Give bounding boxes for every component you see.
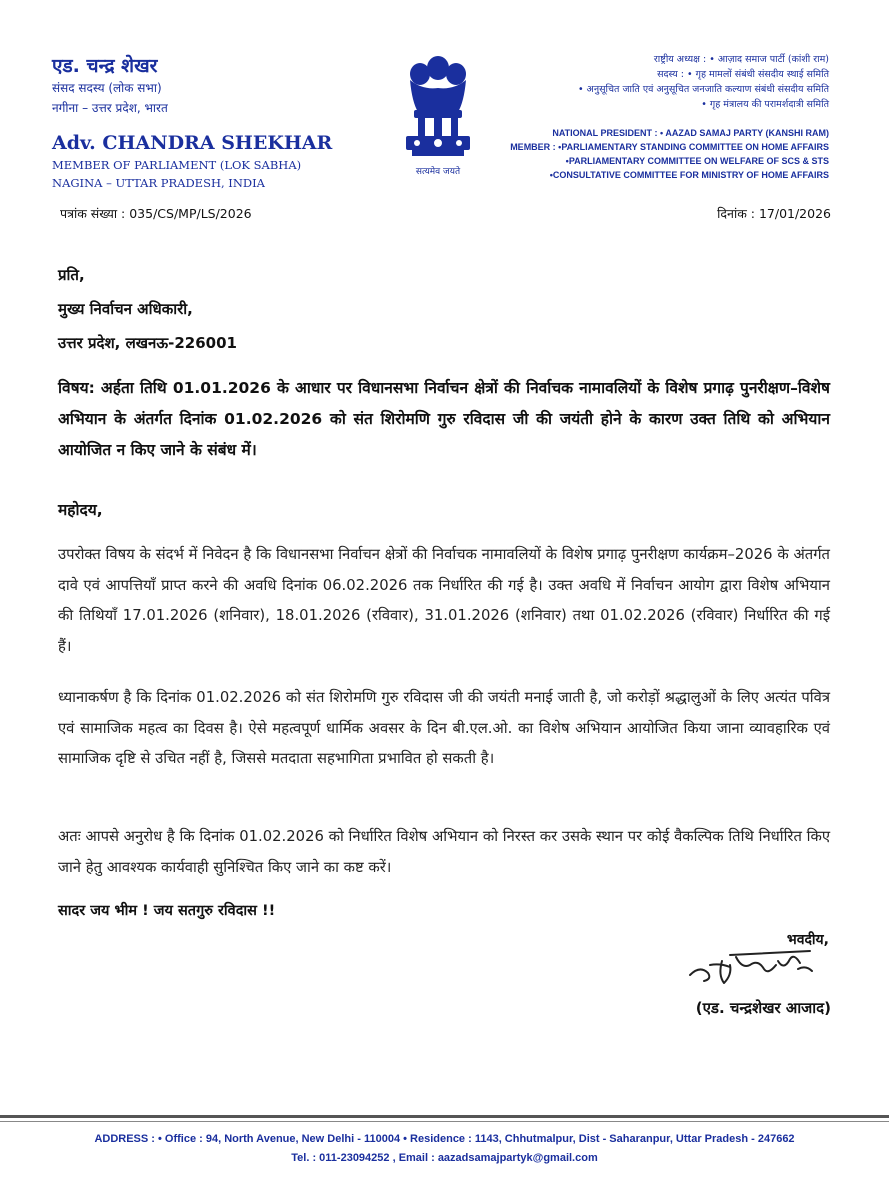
letterhead-english-place: NAGINA – UTTAR PRADESH, INDIA bbox=[52, 176, 265, 190]
yours-faithfully: भवदीय, bbox=[786, 932, 829, 948]
reference-number: पत्रांक संख्या : 035/CS/MP/LS/2026 bbox=[60, 206, 252, 221]
footer-address: ADDRESS : • Office : 94, North Avenue, New Delhi - 110004 • Residence : 1143, Chhutmalpur, Dist - Saharanpur, Uttar Pradesh - 247662 bbox=[94, 1133, 795, 1145]
national-emblem-icon bbox=[392, 50, 484, 175]
body-paragraph: अतः आपसे अनुरोध है कि दिनांक 01.02.2026 को निर्धारित विशेष अभियान को निरस्त कर उसके स्थान पर कोई वैकल्पिक तिथि निर्धारित किए जाने हेतु आवश्यक कार्यवाही सुनिश्चित किए जाने का कष्ट करें। bbox=[58, 828, 830, 876]
footer-divider bbox=[0, 1121, 889, 1122]
letter-subject: विषय: अर्हता तिथि 01.01.2026 के आधार पर विधानसभा निर्वाचन क्षेत्रों की निर्वाचक नामावलियों के विशेष प्रगाढ़ पुनरीक्षण–विशेष अभियान के अंतर्गत दिनांक 01.02.2026 को संत शिरोमणि गुरु रविदास जी की जयंती होने के कारण उक्त तिथि को अभियान आयोजित न किए जाने के संबंध में। bbox=[58, 379, 830, 459]
position-hindi-line: • अनुसूचित जाति एवं अनुसूचित जनजाति कल्याण संबंधी संसदीय समिति bbox=[577, 84, 829, 95]
position-english-line: •CONSULTATIVE COMMITTEE FOR MINISTRY OF HOME AFFAIRS bbox=[549, 170, 829, 180]
position-hindi-line: • गृह मंत्रालय की परामर्शदात्री समिति bbox=[701, 99, 829, 110]
letterhead-english-title: MEMBER OF PARLIAMENT (LOK SABHA) bbox=[52, 158, 302, 172]
body-paragraph: उपरोक्त विषय के संदर्भ में निवेदन है कि विधानसभा निर्वाचन क्षेत्रों की निर्वाचक नामावलियों के विशेष प्रगाढ़ पुनरीक्षण कार्यक्रम–2026 के अंतर्गत दावे एवं आपत्तियाँ प्राप्त करने की अवधि दिनांक 06.02.2026 तक निर्धारित की गई है। उक्त अवधि में निर्वाचन आयोग द्वारा विशेष अभियान की तिथियाँ 17.01.2026 (शनिवार), 18.01.2026 (रविवार), 31.01.2026 (शनिवार) तथा 01.02.2026 (रविवार) निर्धारित की गई हैं। bbox=[58, 546, 830, 655]
addressee-line: उत्तर प्रदेश, लखनऊ-226001 bbox=[58, 334, 237, 352]
closing-line: सादर जय भीम ! जय सतगुरु रविदास !! bbox=[58, 903, 276, 919]
emblem-motto: सत्यमेव जयते bbox=[415, 167, 461, 177]
signatory-name: (एड. चन्द्रशेखर आजाद) bbox=[695, 999, 831, 1017]
body-paragraph: ध्यानाकर्षण है कि दिनांक 01.02.2026 को संत शिरोमणि गुरु रविदास जी की जयंती मनाई जाती है, जो करोड़ों श्रद्धालुओं के लिए अत्यंत पवित्र एवं सामाजिक महत्व का दिवस है। ऐसे महत्वपूर्ण धार्मिक अवसर के दिन बी.एल.ओ. का विशेष अभियान आयोजित किया जाना व्यावहारिक एवं सामाजिक दृष्टि से उचित नहीं है, जिससे मतदाता सहभागिता प्रभावित हो सकती है। bbox=[58, 689, 830, 767]
position-hindi-line: राष्ट्रीय अध्यक्ष : • आज़ाद समाज पार्टी (कांशी राम) bbox=[653, 54, 829, 65]
letterhead-hindi-title: संसद सदस्य (लोक सभा) bbox=[52, 81, 162, 95]
letterhead-hindi-place: नगीना – उत्तर प्रदेश, भारत bbox=[52, 101, 168, 115]
signature-icon bbox=[660, 935, 830, 995]
salutation: महोदय, bbox=[58, 501, 103, 519]
letterhead-english-name: Adv. CHANDRA SHEKHAR bbox=[52, 132, 333, 154]
position-english-line: MEMBER : •PARLIAMENTARY STANDING COMMITTEE ON HOME AFFAIRS bbox=[510, 142, 829, 152]
position-hindi-line: सदस्य : • गृह मामलों संबंधी संसदीय स्थाई समिति bbox=[657, 69, 829, 80]
letterhead-positions bbox=[510, 52, 829, 182]
position-english-line: •PARLIAMENTARY COMMITTEE ON WELFARE OF SCS & STS bbox=[565, 156, 829, 166]
footer-divider bbox=[0, 1115, 889, 1118]
position-english-line: NATIONAL PRESIDENT : • AAZAD SAMAJ PARTY (KANSHI RAM) bbox=[552, 128, 829, 138]
letter-date: दिनांक : 17/01/2026 bbox=[717, 206, 831, 221]
addressee-line: प्रति, bbox=[58, 266, 85, 284]
addressee-line: मुख्य निर्वाचन अधिकारी, bbox=[58, 300, 193, 318]
footer-contact: Tel. : 011-23094252 , Email : aazadsamajpartyk@gmail.com bbox=[291, 1152, 598, 1164]
letterhead-hindi-name: एड. चन्द्र शेखर bbox=[52, 55, 158, 77]
